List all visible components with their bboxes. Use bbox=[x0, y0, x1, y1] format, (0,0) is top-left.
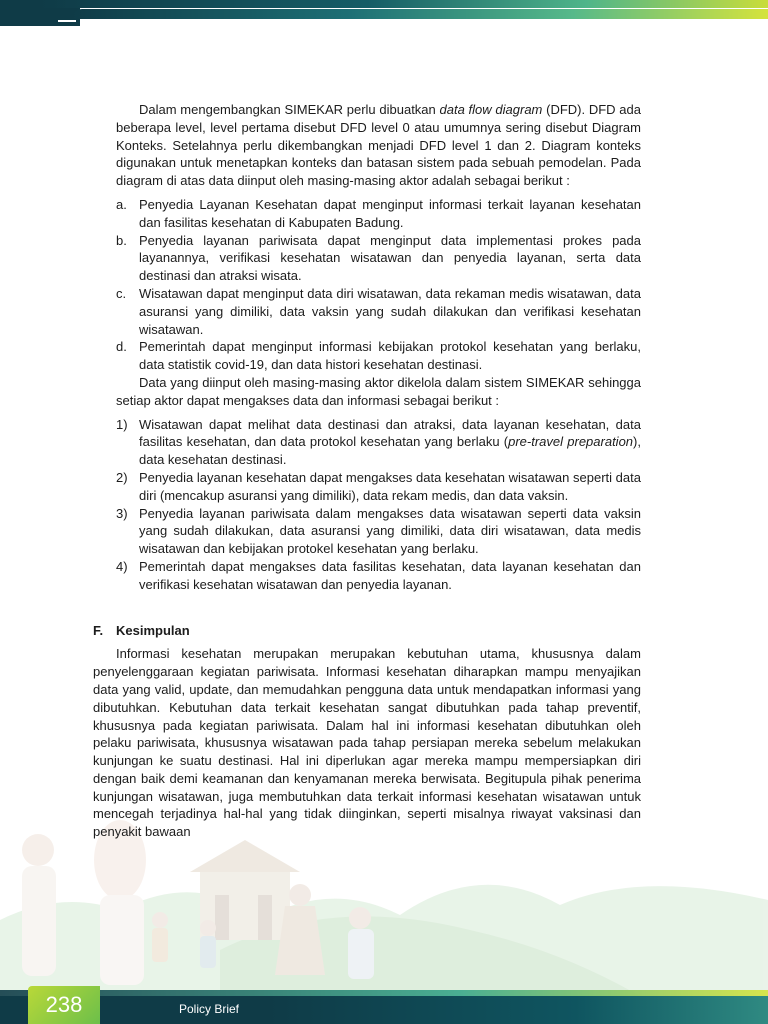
intro-paragraph: Dalam mengembangkan SIMEKAR perlu dibuatkan data flow diagram (DFD). DFD ada beberapa level, level pertama disebut DFD level 0 atau umumnya sering disebut Diagram Konteks. Setelahnya perlu dikembangkan menjadi DFD level 1 dan 2. Diagram konteks digunakan untuk menetapkan konteks dan batasan sistem pada sebuah pemodelan. Pada diagram di atas data diinput oleh masing-masing aktor adalah sebagai berikut : bbox=[116, 102, 641, 189]
list-marker: 4) bbox=[116, 558, 128, 574]
list-item-text: Pemerintah dapat menginput informasi kebijakan protokol kesehatan yang berlaku, data statistik covid-19, dan data histori kesehatan destinasi. bbox=[139, 339, 641, 373]
list-marker: d. bbox=[116, 339, 127, 355]
input-list bbox=[116, 196, 641, 374]
list-item-text: Pemerintah dapat mengakses data fasilitas kesehatan, data layanan kesehatan dan verifikasi kesehatan wisatawan dan penyedia layanan. bbox=[139, 558, 641, 592]
list-item-emphasis: pre-travel preparation bbox=[508, 434, 634, 450]
list-item-text: Penyedia layanan pariwisata dalam mengakses data wisatawan seperti data vaksin yang sudah dilakukan, data asuransi yang dimiliki, data diri wisatawan, data medis wisatawan dan kebijakan protokel kesehatan yang berlaku. bbox=[139, 505, 641, 557]
header-band bbox=[40, 0, 768, 8]
list-marker: a. bbox=[116, 196, 127, 212]
intro-emphasis: data flow diagram bbox=[439, 102, 543, 117]
page-number-box bbox=[28, 986, 100, 1024]
content-body bbox=[93, 101, 641, 841]
page-number: 238 bbox=[45, 992, 83, 1017]
list-marker: c. bbox=[116, 285, 127, 301]
list-item-text: Penyedia layanan pariwisata dapat menginput data implementasi prokes pada layanannya, verifikasi kesehatan wisatawan dan penyedia layanan, serta data destinasi dan atraksi wisata. bbox=[139, 232, 641, 284]
document-label: Policy Brief bbox=[179, 1002, 240, 1016]
list-item bbox=[116, 196, 641, 232]
list-item bbox=[116, 232, 641, 285]
section-body-paragraph: Informasi kesehatan merupakan merupakan kebutuhan utama, khususnya dalam penyelenggaraan kegiatan pariwisata. Informasi kesehatan diharapkan mampu menyajikan data yang valid, update, dan memudahkan pengguna data untuk mendapatkan informasi yang dibutuhkan. Kebutuhan data terkait kesehatan sangat dibutuhkan pada tahap preventif, khususnya pada kegiatan pariwisata. Dalam hal ini informasi kesehatan dibutuhkan oleh pelaku pariwisata, khususnya wisatawan pada tahap persiapan mereka sebelum melakukan kunjungan ke suatu destinasi. Hal ini diperlukan agar mereka mampu mempersiapkan diri dengan baik demi keamanan dan kenyamanan mereka berwisata. Begitupula pihak penerima kunjungan wisatawan, juga membutuhkan data terkait informasi kesehatan wisatawan untuk mencegah terjadinya hal-hal yang tidak diinginkan, seperti misalnya riwayat vaksinasi dan penyakit bawaan bbox=[93, 646, 641, 840]
header-stripe bbox=[72, 9, 768, 19]
section-title: Kesimpulan bbox=[116, 622, 190, 638]
access-list bbox=[116, 416, 641, 594]
access-intro-paragraph: Data yang diinput oleh masing-masing aktor dikelola dalam sistem SIMEKAR sehingga setiap aktor dapat mengakses data dan informasi sebagai berikut : bbox=[116, 374, 641, 408]
list-item bbox=[116, 285, 641, 338]
header-line-mark bbox=[58, 20, 76, 22]
section-heading bbox=[93, 622, 641, 640]
list-item bbox=[116, 558, 641, 594]
list-item bbox=[116, 338, 641, 374]
list-item-text: Penyedia layanan kesehatan dapat mengakses data kesehatan wisatawan seperti data diri (mencakup asuransi yang dimiliki), data rekam medis, dan data vaksin. bbox=[139, 469, 641, 503]
list-item-text: Wisatawan dapat menginput data diri wisatawan, data rekaman medis wisatawan, data asuransi yang dimiliki, data vaksin yang sudah dilakukan dan verifikasi kesehatan wisatawan. bbox=[139, 285, 641, 337]
list-item-text: Penyedia Layanan Kesehatan dapat menginput informasi terkait layanan kesehatan dan fasilitas kesehatan di Kabupaten Badung. bbox=[139, 196, 641, 230]
list-marker: b. bbox=[116, 232, 127, 248]
list-item bbox=[116, 469, 641, 505]
list-item: 1) Wisatawan dapat melihat data destinasi dan atraksi, data layanan kesehatan, data fasilitas kesehatan, dan data protokol kesehatan yang berlaku (pre-travel preparation), data kesehatan destinasi. bbox=[116, 416, 641, 468]
section-marker: F. bbox=[93, 622, 104, 638]
list-item bbox=[116, 505, 641, 558]
footer-band bbox=[0, 996, 768, 1024]
list-marker: 3) bbox=[116, 505, 128, 521]
list-marker: 1) bbox=[116, 416, 128, 432]
list-marker: 2) bbox=[116, 469, 128, 485]
